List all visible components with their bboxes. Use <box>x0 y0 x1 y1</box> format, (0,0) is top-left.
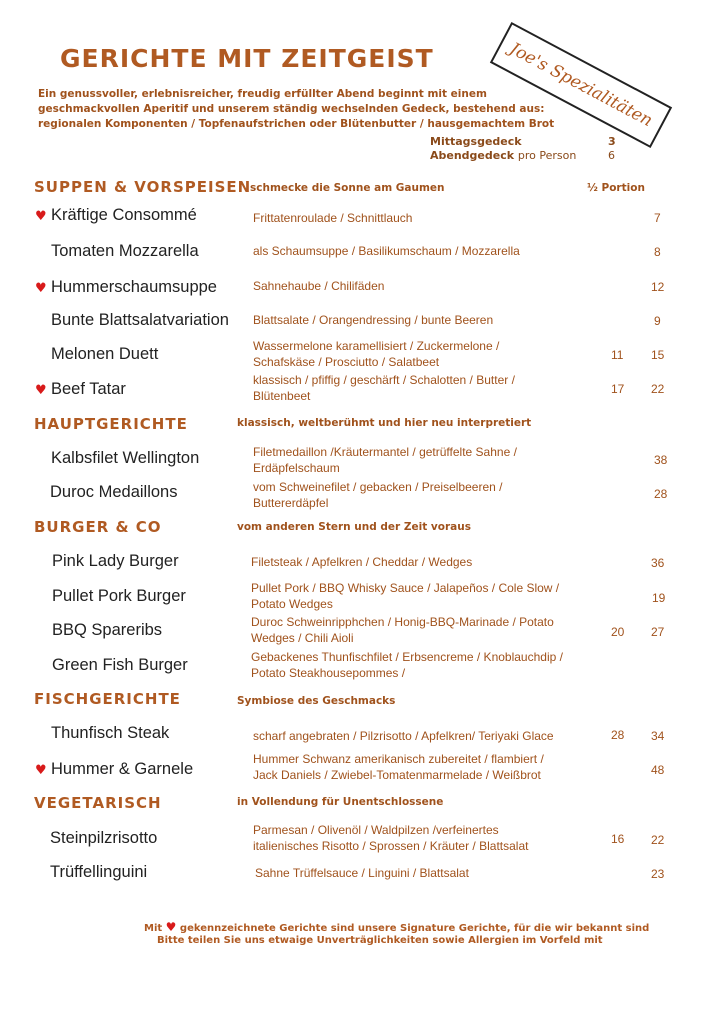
section-subtitle-suppen: schmecke die Sonne am Gaumen <box>250 182 445 194</box>
dish-name: BBQ Spareribs <box>52 621 163 639</box>
signature-heart-icon: ♥ <box>35 209 47 224</box>
signature-heart-icon: ♥ <box>165 920 177 934</box>
dish-description: Wassermelone karamellisiert / Zuckermelone / Schafskäse / Prosciutto / Salatbeet <box>253 339 500 369</box>
dish-price: 22 <box>651 382 665 396</box>
dish-half-price: 28 <box>611 728 625 742</box>
section-subtitle-veg: in Vollendung für Unentschlossene <box>237 796 444 808</box>
section-title-fisch: FISCHGERICHTE <box>34 690 181 708</box>
signature-heart-icon: ♥ <box>35 763 47 778</box>
abend-label-text: Abendgedeck <box>430 149 515 162</box>
dish-price: 19 <box>652 591 666 605</box>
dish-price: 38 <box>654 453 668 467</box>
dish-price: 9 <box>654 314 661 328</box>
dish-name: Pullet Pork Burger <box>52 587 186 605</box>
dish-price: 27 <box>651 625 665 639</box>
dish-name: Kräftige Consommé <box>51 206 197 224</box>
dish-description: Filetmedaillon /Kräutermantel / getrüffelte Sahne / Erdäpfelschaum <box>253 445 517 475</box>
dish-price: 15 <box>651 348 665 362</box>
dish-description: Pullet Pork / BBQ Whisky Sauce / Jalapeños / Cole Slow / Potato Wedges <box>251 581 560 611</box>
section-title-suppen: SUPPEN & VORSPEISEN <box>34 178 252 196</box>
dish-name: Duroc Medaillons <box>50 483 178 501</box>
dish-description: scharf angebraten / Pilzrisotto / Apfelkren/ Teriyaki Glace <box>253 729 554 743</box>
section-subtitle-fisch: Symbiose des Geschmacks <box>237 695 396 707</box>
dish-price: 36 <box>651 556 665 570</box>
dish-price: 22 <box>651 833 665 847</box>
dish-name: Hummer & Garnele <box>51 760 194 778</box>
section-subtitle-burger: vom anderen Stern und der Zeit voraus <box>237 521 471 533</box>
dish-name: Beef Tatar <box>51 380 126 398</box>
dish-name: Tomaten Mozzarella <box>51 242 199 260</box>
dish-name: Pink Lady Burger <box>52 552 179 570</box>
footer-signature-note <box>144 920 649 934</box>
dish-description: Blattsalate / Orangendressing / bunte Beeren <box>253 313 494 327</box>
intro-line-1: Ein genussvoller, erlebnisreicher, freudig erfüllter Abend beginnt mit einem <box>38 88 487 100</box>
abend-suffix: pro Person <box>517 149 577 162</box>
dish-description: Duroc Schweinripphchen / Honig-BBQ-Marinade / Potato Wedges / Chili Aioli <box>251 615 554 645</box>
section-title-veg: VEGETARISCH <box>34 794 162 812</box>
footer-line1-post: gekennzeichnete Gerichte sind unsere Signature Gerichte, für die wir bekannt sind <box>179 923 650 934</box>
dish-half-price: 17 <box>611 382 625 396</box>
dish-description: Parmesan / Olivenöl / Waldpilzen /verfeinertes italienisches Risotto / Sprossen / Kräuter / Blattsalat <box>253 823 529 853</box>
page-title: GERICHTE MIT ZEITGEIST <box>60 44 434 73</box>
dish-name: Kalbsfilet Wellington <box>51 449 200 467</box>
dish-description: Frittatenroulade / Schnittlauch <box>253 211 413 225</box>
dish-description: Hummer Schwanz amerikanisch zubereitet / flambiert / Jack Daniels / Zwiebel-Tomatenmarmelade / Weißbrot <box>253 752 544 782</box>
dish-price: 28 <box>654 487 668 501</box>
dish-description: klassisch / pfiffig / geschärft / Schalotten / Butter / Blütenbeet <box>253 373 515 403</box>
dish-description: als Schaumsuppe / Basilikumschaum / Mozzarella <box>253 244 520 258</box>
dish-price: 48 <box>651 763 665 777</box>
dish-description: Filetsteak / Apfelkren / Cheddar / Wedges <box>251 555 473 569</box>
dish-price: 34 <box>651 729 665 743</box>
intro-line-2: geschmackvollen Aperitif und unserem ständig wechselnden Gedeck, bestehend aus: <box>38 103 545 115</box>
intro-line-3: regionalen Komponenten / Topfenaufstrichen oder Blütenbutter / hausgemachtem Brot <box>38 118 555 130</box>
dish-name: Trüffellinguini <box>50 863 148 881</box>
dish-name: Steinpilzrisotto <box>50 829 158 847</box>
abend-price: 6 <box>608 149 615 162</box>
dish-price: 23 <box>651 867 665 881</box>
dish-name: Green Fish Burger <box>52 656 188 674</box>
half-portion-label: ½ Portion <box>587 182 645 194</box>
dish-half-price: 20 <box>611 625 625 639</box>
section-subtitle-haupt: klassisch, weltberühmt und hier neu interpretiert <box>237 417 532 429</box>
mittag-price: 3 <box>608 135 616 148</box>
dish-name: Melonen Duett <box>51 345 159 363</box>
dish-price: 12 <box>651 280 665 294</box>
dish-name: Thunfisch Steak <box>51 724 170 742</box>
dish-name: Hummerschaumsuppe <box>51 278 217 296</box>
footer-line1-pre: Mit <box>144 923 163 934</box>
section-title-haupt: HAUPTGERICHTE <box>34 415 188 433</box>
signature-heart-icon: ♥ <box>35 383 47 398</box>
dish-description: Gebackenes Thunfischfilet / Erbsencreme / Knoblauchdip / Potato Steakhousepommes / <box>251 650 563 680</box>
dish-half-price: 11 <box>611 348 624 362</box>
dish-description: Sahne Trüffelsauce / Linguini / Blattsalat <box>255 866 469 880</box>
dish-half-price: 16 <box>611 832 625 846</box>
dish-price: 7 <box>654 211 661 225</box>
mittag-label: Mittagsgedeck <box>430 135 522 148</box>
dish-price: 8 <box>654 245 661 259</box>
stamp-text: Joe's Spezialitäten <box>506 38 656 132</box>
abend-label <box>430 149 576 162</box>
dish-description: Sahnehaube / Chilifäden <box>253 279 385 293</box>
signature-heart-icon: ♥ <box>35 281 47 296</box>
section-title-burger: BURGER & CO <box>34 518 162 536</box>
footer-allergy-note: Bitte teilen Sie uns etwaige Unverträglichkeiten sowie Allergien im Vorfeld mit <box>157 935 603 946</box>
dish-name: Bunte Blattsalatvariation <box>51 311 229 329</box>
dish-description: vom Schweinefilet / gebacken / Preiselbeeren / Buttererdäpfel <box>253 480 503 510</box>
